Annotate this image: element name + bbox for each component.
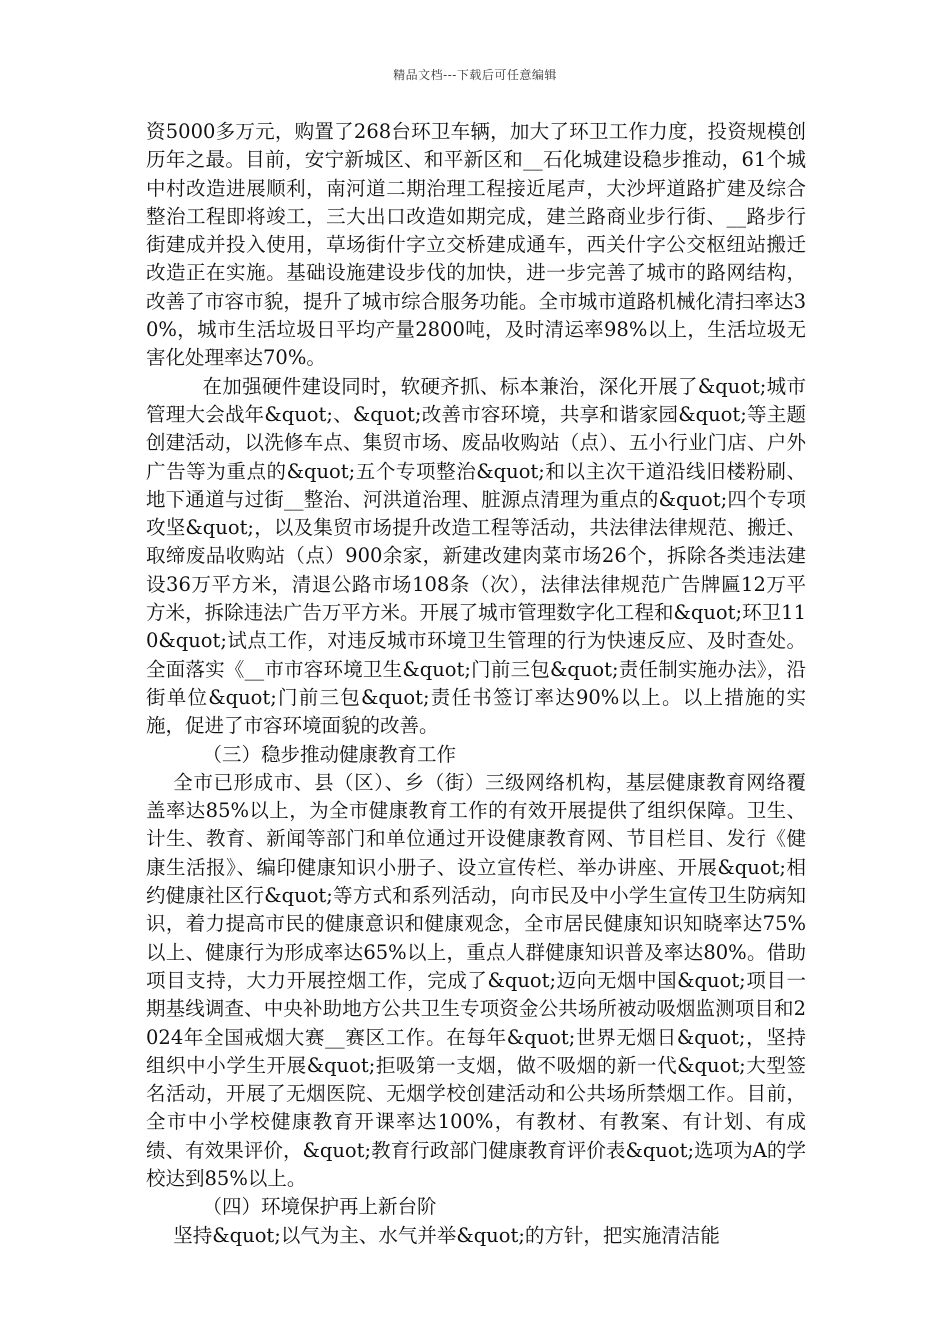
section-heading-environment-protection: （四）环境保护再上新台阶 [202, 1195, 437, 1219]
section-heading-health-education: （三）稳步推动健康教育工作 [202, 742, 457, 766]
page-header: 精品文档---下载后可任意编辑 [393, 68, 557, 82]
paragraph-city-management: 在加强硬件建设同时，软硬齐抓、标本兼治，深化开展了&quot;城市管理大会战年&quot;、&quot;改善市容环境，共享和谐家园&quot;等主题创建活动，以洗修车点、集贸市场、废品收购站（点）、五小行业门店、户外广告等为重点的&quot;五个专项整治&quot;和以主次干道沿线旧楼粉刷、地下通道与过街__整治、河洪道治理、脏源点清理为重点的&quot;四个专项攻坚&quot;，以及集贸市场提升改造工程等活动，共法律法律规范、搬迁、取缔废品收购站（点）900余家，新建改建肉菜市场26个，拆除各类违法建设36万平方米，清退公路市场108条（次），法律法律规范广告牌匾12万平方米，拆除违法广告万平方米。开展了城市管理数字化工程和&quot;环卫110&quot;试点工作，对违反城市环境卫生管理的行为快速反应、及时查处。全面落实《__市市容环境卫生&quot;门前三包&quot;责任制实施办法》，沿街单位&quot;门前三包&quot;责任书签订率达90%以上。以上措施的实施，促进了市容环境面貌的改善。 [146, 374, 806, 738]
paragraph-environment-investment: 资5000多万元，购置了268台环卫车辆，加大了环卫工作力度，投资规模创历年之最。目前，安宁新城区、和平新区和__石化城建设稳步推动，61个城中村改造进展顺利，南河道二期治理工程接近尾声，大沙坪道路扩建及综合整治工程即将竣工，三大出口改造如期完成，建兰路商业步行街、__路步行街建成并投入使用，草场街什字立交桥建成通车，西关什字公交枢纽站搬迁改造正在实施。基础设施建设步伐的加快，进一步完善了城市的路网结构，改善了市容市貌，提升了城市综合服务功能。全市城市道路机械化清扫率达30%，城市生活垃圾日平均产量2800吨，及时清运率98%以上，生活垃圾无害化处理率达70%。 [146, 120, 806, 370]
paragraph-environment-protection: 坚持&quot;以气为主、水气并举&quot;的方针，把实施清洁能 [173, 1223, 720, 1247]
paragraph-health-education: 全市已形成市、县（区）、乡（街）三级网络机构，基层健康教育网络覆盖率达85%以上，为全市健康教育工作的有效开展提供了组织保障。卫生、计生、教育、新闻等部门和单位通过开设健康教育网、节目栏目、发行《健康生活报》、编印健康知识小册子、设立宣传栏、举办讲座、开展&quot;相约健康社区行&quot;等方式和系列活动，向市民及中小学生宣传卫生防病知识，着力提高市民的健康意识和健康观念，全市居民健康知识知晓率达75%以上、健康行为形成率达65%以上，重点人群健康知识普及率达80%。借助项目支持，大力开展控烟工作，完成了&quot;迈向无烟中国&quot;项目一期基线调查、中央补助地方公共卫生专项资金公共场所被动吸烟监测项目和2024年全国戒烟大赛__赛区工作。在每年&quot;世界无烟日&quot;，坚持组织中小学生开展&quot;拒吸第一支烟，做不吸烟的新一代&quot;大型签名活动，开展了无烟医院、无烟学校创建活动和公共场所禁烟工作。目前，全市中小学校健康教育开课率达100%，有教材、有教案、有计划、有成绩、有效果评价，&quot;教育行政部门健康教育评价表&quot;选项为A的学校达到85%以上。 [146, 770, 806, 1190]
document-body [146, 118, 806, 1250]
